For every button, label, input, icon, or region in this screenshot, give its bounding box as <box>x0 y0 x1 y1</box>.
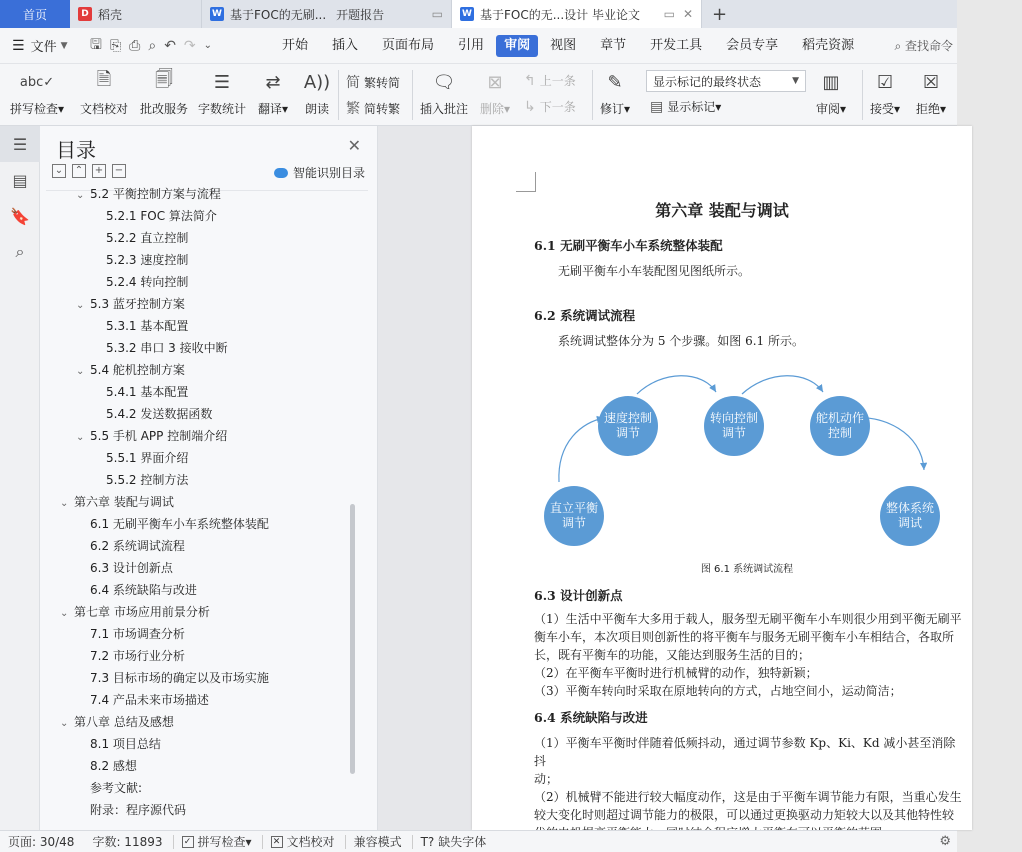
prev-icon: ↰ <box>524 72 536 89</box>
toc-item[interactable] <box>46 205 368 227</box>
toc-item[interactable] <box>46 271 368 293</box>
chapter-heading: 第六章 装配与调试 <box>655 201 789 220</box>
toc-item-label: 7.1 市场调查分析 <box>90 627 185 641</box>
status-spell-check[interactable]: ✓ 拼写检查 ▾ <box>182 833 252 850</box>
translate-button[interactable]: ⇄ 翻译▾ <box>258 68 288 117</box>
toc-item[interactable] <box>46 777 368 799</box>
toc-item-label: 5.4.2 发送数据函数 <box>106 407 213 421</box>
search-icon[interactable]: ⌕ <box>15 242 25 261</box>
toc-item-label: 参考文献: <box>90 781 143 795</box>
read-aloud-label: 朗读 <box>304 102 329 116</box>
toc-item-label: 第八章 总结及感想 <box>74 715 174 729</box>
close-icon[interactable]: ✕ <box>682 7 693 21</box>
toc-item[interactable] <box>46 711 368 733</box>
document-page[interactable] <box>472 126 972 830</box>
toc-item-label: 5.5.2 控制方法 <box>106 473 189 487</box>
menu-chapter[interactable]: 章节 <box>600 37 627 53</box>
toc-item-label: 5.2.2 直立控制 <box>106 231 189 245</box>
toc-item[interactable] <box>46 535 368 557</box>
review-pane-label: 审阅 <box>816 102 841 116</box>
section-heading: 6.2 系统调试流程 <box>534 308 636 323</box>
toc-list <box>46 187 368 830</box>
spell-check-icon: abc✓ <box>19 74 55 90</box>
quick-access-toolbar <box>90 34 270 58</box>
batch-service-label: 批改服务 <box>140 102 189 116</box>
toc-item[interactable] <box>46 403 368 425</box>
paragraph-line: 衡车小车，本次项目则创新性的将平衡车与服务无刷平衡车小车相结合，各取所 <box>534 630 955 644</box>
section-heading: 6.4 系统缺陷与改进 <box>534 710 648 725</box>
toc-item[interactable] <box>46 513 368 535</box>
paragraph-line: 较大变化时则超过调节能力的极限，可以通过更换驱动力矩较大以及其他特性较 <box>534 808 955 822</box>
toc-item-label: 6.4 系统缺陷与改进 <box>90 583 197 597</box>
flow-node-servo: 舵机动作 控制 <box>810 396 870 456</box>
section-heading: 6.3 设计创新点 <box>534 588 623 603</box>
toc-item[interactable] <box>46 469 368 491</box>
tab-thesis[interactable] <box>452 0 702 28</box>
tab-label: 基于FOC的无...设计 毕业论文 <box>480 7 640 22</box>
simp-to-trad-button[interactable] <box>346 98 400 118</box>
translate-label: 翻译 <box>258 102 283 116</box>
word-count-indicator[interactable]: 字数: 11893 <box>92 835 163 849</box>
toc-item-label: 第七章 市场应用前景分析 <box>74 605 210 619</box>
paragraph-block <box>534 610 964 700</box>
chevron-down-icon[interactable]: ⌄ <box>60 718 69 729</box>
separator <box>862 70 863 120</box>
trad-to-simp-label: 繁转简 <box>364 75 401 90</box>
toc-icon[interactable]: ☰ <box>0 126 40 162</box>
toc-item[interactable] <box>46 667 368 689</box>
toc-item-label: 6.1 无刷平衡车小车系统整体装配 <box>90 517 269 531</box>
menu-developer[interactable]: 开发工具 <box>650 37 703 53</box>
spell-check-icon: ✓ <box>182 836 194 848</box>
page-indicator[interactable]: 页面: 30/48 <box>8 835 75 849</box>
toc-item-label: 第六章 装配与调试 <box>74 495 174 509</box>
add-icon[interactable]: + <box>92 164 106 178</box>
toc-item[interactable] <box>46 381 368 403</box>
toc-item-label: 8.2 感想 <box>90 759 137 773</box>
next-label: 下一条 <box>539 100 576 114</box>
toc-item-label: 5.5.1 界面介绍 <box>106 451 189 465</box>
chevron-down-icon[interactable]: ⌄ <box>76 366 85 377</box>
separator <box>412 70 413 120</box>
show-markup-label: 显示标记 <box>667 100 716 114</box>
chevron-down-icon[interactable]: ⌄ <box>76 190 85 201</box>
missing-font[interactable] <box>421 833 487 850</box>
prev-label: 上一条 <box>539 74 576 88</box>
toc-title: 目录 <box>56 138 96 162</box>
flow-node-upright: 直立平衡 调节 <box>544 486 604 546</box>
section-heading: 6.1 无刷平衡车小车系统整体装配 <box>534 238 723 253</box>
read-aloud-icon: A)) <box>303 71 331 93</box>
chevron-down-icon: ▼ <box>792 76 799 86</box>
command-search-label: 查找命令 <box>904 39 953 53</box>
bookmark-icon[interactable]: 🔖 <box>10 206 30 226</box>
menu-bar <box>0 28 957 64</box>
chevron-down-icon[interactable]: ⌄ <box>60 608 69 619</box>
file-menu-label: 文件 <box>30 40 57 55</box>
status-doc-check[interactable] <box>271 833 335 850</box>
chevron-down-icon[interactable]: ⌄ <box>203 40 213 51</box>
debug-flow-diagram <box>542 372 942 552</box>
missing-font-label: 缺失字体 <box>438 835 487 849</box>
separator <box>338 70 339 120</box>
close-icon[interactable]: ✕ <box>347 136 361 155</box>
hamburger-icon: ☰ <box>12 37 25 54</box>
chevron-down-icon[interactable]: ⌄ <box>76 300 85 311</box>
flow-node-turn: 转向控制 调节 <box>704 396 764 456</box>
side-icon-strip <box>0 126 40 830</box>
paragraph-block <box>534 734 964 842</box>
new-tab-button[interactable]: + <box>712 3 728 25</box>
toc-item[interactable] <box>46 359 368 381</box>
chevron-down-icon: ▼ <box>60 40 68 51</box>
toc-item[interactable] <box>46 799 368 821</box>
translate-icon: ⇄ <box>265 71 281 93</box>
tab-report[interactable] <box>202 0 452 28</box>
ribbon-review <box>0 64 957 126</box>
toc-item-label: 5.5 手机 APP 控制端介绍 <box>90 429 228 443</box>
redo-icon[interactable]: ↷ <box>183 37 196 54</box>
toc-item[interactable] <box>46 645 368 667</box>
markup-mode-select[interactable] <box>646 70 806 92</box>
revise-label: 修订 <box>600 102 625 116</box>
separator <box>173 835 174 849</box>
menu-daoke-resources[interactable]: 稻壳资源 <box>802 37 855 53</box>
toc-item[interactable] <box>46 623 368 645</box>
separator <box>412 835 413 849</box>
trad-to-simp-button[interactable] <box>346 72 400 92</box>
tools-icon[interactable]: ⚙ <box>939 834 951 849</box>
menu-start[interactable]: 开始 <box>282 37 309 53</box>
toc-item-label: 5.2.1 FOC 算法简介 <box>106 209 217 223</box>
toc-item-label: 附录：程序源代码 <box>90 803 187 817</box>
toc-item[interactable] <box>46 183 368 205</box>
trad-simp-icon: 简 <box>346 75 360 91</box>
toc-item[interactable] <box>46 733 368 755</box>
prev-comment-button[interactable] <box>524 72 576 89</box>
batch-service-button[interactable] <box>140 68 188 117</box>
toc-item[interactable] <box>46 491 368 513</box>
compat-mode[interactable]: 兼容模式 <box>353 835 402 849</box>
toc-item[interactable] <box>46 293 368 315</box>
delete-comment-button[interactable]: ⊠ 删除▾ <box>480 68 510 117</box>
tab-label: 稻壳 <box>98 7 123 22</box>
toc-item-label: 5.3 蓝牙控制方案 <box>90 297 185 311</box>
toc-item[interactable] <box>46 601 368 623</box>
show-markup-icon: ▤ <box>650 98 664 115</box>
toc-item-label: 5.3.1 基本配置 <box>106 319 189 333</box>
accept-label: 接受 <box>870 102 895 116</box>
document-area <box>378 126 962 830</box>
doc-check-icon: ✕ <box>271 836 283 848</box>
toc-item-label: 7.3 目标市场的确定以及市场实施 <box>90 671 269 685</box>
status-spell-label: 拼写检查 <box>197 835 246 849</box>
paragraph-line: （1）生活中平衡车大多用于载人，服务型无刷平衡车小车则很少用到平衡无刷平 <box>534 612 962 626</box>
collapse-up-icon[interactable]: ⌃ <box>72 164 86 178</box>
print-icon[interactable]: ⎙ <box>129 37 141 54</box>
toc-item-label: 5.2.3 速度控制 <box>106 253 189 267</box>
accept-button[interactable]: ☑ 接受▾ <box>870 68 900 117</box>
toc-toolbar <box>52 164 126 178</box>
export-icon[interactable]: ⎘ <box>109 37 122 54</box>
revise-button[interactable]: ✎ 修订▾ <box>600 68 630 117</box>
read-aloud-button[interactable] <box>302 68 332 117</box>
spell-check-button[interactable]: abc✓ 拼写检查▾ <box>10 68 64 117</box>
daoke-icon: D <box>78 7 92 21</box>
next-icon: ↳ <box>524 98 536 115</box>
review-pane-icon: ▥ <box>822 71 840 93</box>
doc-check-icon: 🗎 <box>96 69 112 90</box>
word-count-button[interactable] <box>198 68 246 117</box>
simp-trad-icon: 繁 <box>346 101 360 117</box>
toc-item-label: 5.4 舵机控制方案 <box>90 363 185 377</box>
reject-label: 拒绝 <box>916 102 941 116</box>
chapter-nav-icon[interactable]: ▤ <box>12 170 28 190</box>
delete-label: 删除 <box>480 102 505 116</box>
toc-item-label: 5.2.4 转向控制 <box>106 275 189 289</box>
toc-item[interactable] <box>46 249 368 271</box>
accept-icon: ☑ <box>876 71 894 93</box>
toc-item-label: 8.1 项目总结 <box>90 737 161 751</box>
smart-toc-label: 智能识别目录 <box>292 166 365 180</box>
save-icon[interactable]: 🖫 <box>90 36 102 53</box>
show-markup-button[interactable]: ▤ 显示标记 ▾ <box>650 98 722 115</box>
file-menu[interactable] <box>0 36 82 55</box>
chevron-down-icon[interactable]: ⌄ <box>60 498 69 509</box>
tab-sublabel: 开题报告 <box>336 7 385 22</box>
status-doc-check-label: 文档校对 <box>286 835 335 849</box>
separator <box>262 835 263 849</box>
undo-icon[interactable]: ↶ <box>164 37 176 54</box>
menu-references[interactable]: 引用 <box>458 37 485 53</box>
paragraph-line: 长，既有平衡车的功能，又能达到服务生活的目的； <box>534 648 811 662</box>
tab-home[interactable] <box>0 0 70 28</box>
toc-item[interactable] <box>46 755 368 777</box>
reject-icon: ☒ <box>922 71 940 93</box>
word-doc-icon: W <box>210 7 224 21</box>
toc-item-label: 6.3 设计创新点 <box>90 561 173 575</box>
toc-item[interactable] <box>46 315 368 337</box>
markup-mode-value: 显示标记的最终状态 <box>653 74 762 89</box>
paragraph-line: （1）平衡车平衡时伴随着低频抖动，通过调节参数 Kp、Ki、Kd 减小甚至消除抖 <box>534 736 956 768</box>
comment-icon: 🗨 <box>432 71 456 93</box>
tab-home-label: 首页 <box>22 7 47 22</box>
preview-icon[interactable]: ⌕ <box>148 37 157 54</box>
doc-check-button[interactable] <box>80 68 128 117</box>
toc-item[interactable] <box>46 689 368 711</box>
paragraph-line: （2）在平衡车平衡时进行机械臂的动作，独特新颖； <box>534 666 818 680</box>
tab-bar <box>0 0 957 28</box>
status-bar <box>0 830 957 852</box>
toc-panel <box>40 126 378 830</box>
toc-item[interactable] <box>46 227 368 249</box>
separator <box>345 835 346 849</box>
menu-member[interactable]: 会员专享 <box>726 37 779 53</box>
cloud-icon <box>274 168 288 178</box>
insert-comment-label: 插入批注 <box>420 102 469 116</box>
command-search[interactable] <box>894 37 957 54</box>
paragraph-line: （3）平衡车转向时采取在原地转向的方式，占地空间小，运动简洁； <box>534 684 902 698</box>
menu-insert[interactable]: 插入 <box>332 37 359 53</box>
flow-node-overall: 整体系统 调试 <box>880 486 940 546</box>
toc-item[interactable] <box>46 337 368 359</box>
review-pane-button[interactable]: ▥ 审阅▾ <box>816 68 846 117</box>
word-doc-icon: W <box>460 7 474 21</box>
screen-icon[interactable]: ▭ <box>663 7 675 21</box>
screen-icon: ▭ <box>431 7 443 21</box>
word-count-label: 字数统计 <box>198 102 247 116</box>
menu-layout[interactable]: 页面布局 <box>382 37 435 53</box>
menu-view[interactable]: 视图 <box>550 37 577 53</box>
toc-item[interactable] <box>46 425 368 447</box>
menu-review[interactable]: 审阅 <box>496 35 538 57</box>
toc-item[interactable] <box>46 579 368 601</box>
separator <box>592 70 593 120</box>
batch-service-icon: 🗐 <box>155 69 173 90</box>
flow-node-speed: 速度控制 调节 <box>598 396 658 456</box>
insert-comment-button[interactable] <box>420 68 468 117</box>
paragraph: 系统调试整体分为 5 个步骤。如图 6.1 所示。 <box>558 334 804 348</box>
paragraph-line: 动； <box>534 772 559 786</box>
page-corner-mark <box>516 172 536 192</box>
toc-item-label: 7.2 市场行业分析 <box>90 649 185 663</box>
reject-button[interactable]: ☒ 拒绝▾ <box>916 68 946 117</box>
tab-label: 基于FOC的无刷... <box>230 7 327 22</box>
spell-check-label: 拼写检查 <box>10 102 59 116</box>
toc-item-label: 6.2 系统调试流程 <box>90 539 185 553</box>
simp-to-trad-label: 简转繁 <box>364 101 401 116</box>
collapse-down-icon[interactable]: ⌄ <box>52 164 66 178</box>
toc-item-label: 7.4 产品未来市场描述 <box>90 693 209 707</box>
smart-toc-button[interactable] <box>274 164 365 181</box>
doc-check-label: 文档校对 <box>80 102 129 116</box>
chevron-down-icon[interactable]: ⌄ <box>76 432 85 443</box>
paragraph: 无刷平衡车小车装配图见图纸所示。 <box>558 264 751 278</box>
toc-item[interactable] <box>46 447 368 469</box>
toc-item[interactable] <box>46 557 368 579</box>
tab-daoke[interactable] <box>70 0 202 28</box>
remove-icon[interactable]: − <box>112 164 126 178</box>
font-icon: T? <box>420 834 435 849</box>
word-count-icon: ☰ <box>213 71 231 93</box>
next-comment-button[interactable] <box>524 98 576 115</box>
figure-caption: 图 6.1 系统调试流程 <box>700 564 794 575</box>
revise-icon: ✎ <box>607 71 623 93</box>
paragraph-line: （2）机械臂不能进行较大幅度动作，这是由于平衡车调节能力有限，当重心发生 <box>534 790 962 804</box>
toc-item-label: 5.4.1 基本配置 <box>106 385 189 399</box>
delete-comment-icon: ⊠ <box>487 71 503 93</box>
toc-scrollbar[interactable] <box>350 504 355 774</box>
search-icon: ⌕ <box>894 39 905 53</box>
toc-item-label: 5.2 平衡控制方案与流程 <box>90 187 221 201</box>
toc-item-label: 5.3.2 串口 3 接收中断 <box>106 341 228 355</box>
